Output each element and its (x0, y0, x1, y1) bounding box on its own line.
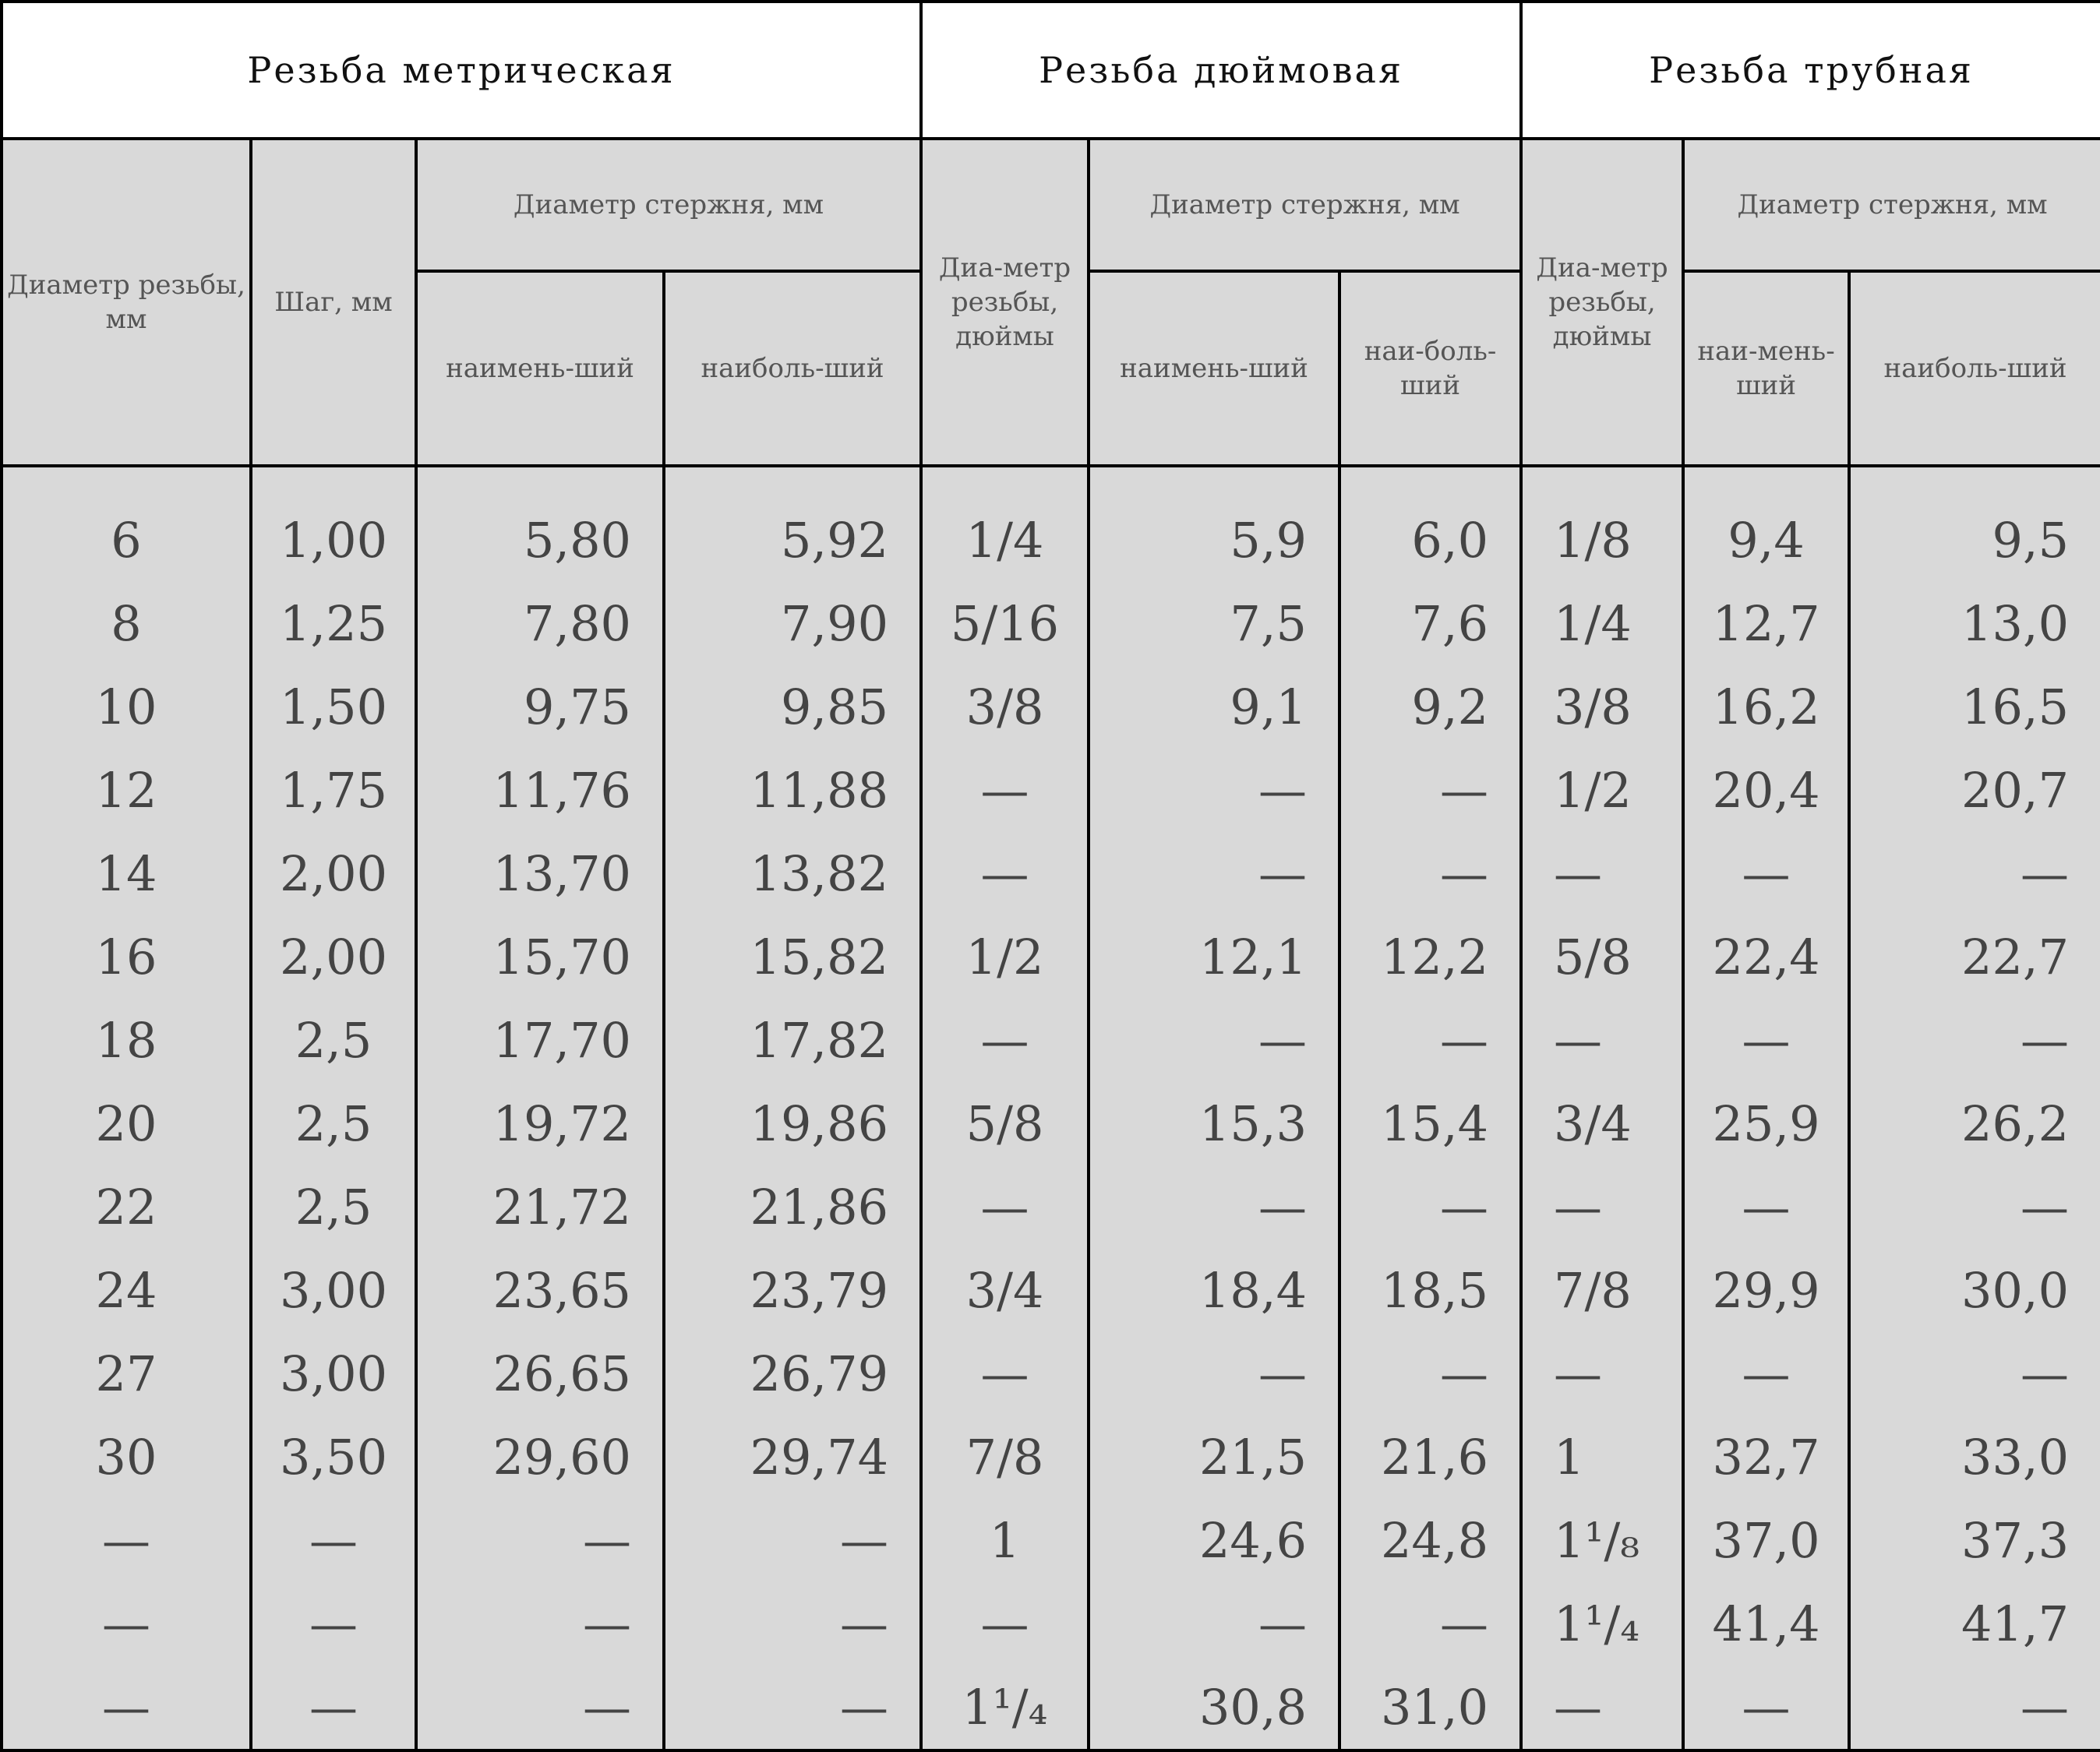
table-cell: 16,2 (1712, 679, 1820, 735)
table-cell: — (309, 1512, 358, 1569)
table-cell: 7,80 (523, 595, 631, 652)
table-cell: — (980, 1012, 1029, 1069)
table-cell: — (1440, 1012, 1489, 1069)
header-metric-min: наимень-ший (416, 271, 664, 466)
table-cell: — (309, 1595, 358, 1652)
table-cell: 9,1 (1230, 679, 1308, 735)
table-cell: 1,50 (279, 679, 388, 735)
table-cell: 15,82 (750, 929, 889, 985)
table-cell: 12,7 (1712, 595, 1820, 652)
table-cell: — (1258, 1012, 1308, 1069)
column-inch-min (1089, 466, 1339, 1750)
table-cell: — (1440, 1345, 1489, 1402)
table-cell: 9,4 (1728, 512, 1805, 569)
column-metric-max (664, 466, 921, 1750)
table-cell: 31,0 (1380, 1679, 1489, 1736)
table-cell: 9,85 (780, 679, 889, 735)
table-cell: 7,6 (1411, 595, 1489, 652)
table-cell: 1/2 (1554, 762, 1632, 819)
table-cell: — (2021, 1179, 2070, 1236)
header-metric-diameter: Диаметр резьбы, мм (2, 139, 251, 466)
table-cell: 24 (95, 1262, 157, 1319)
table-cell: — (840, 1595, 889, 1652)
table-cell: — (1258, 1345, 1308, 1402)
table-cell: — (1742, 1179, 1791, 1236)
table-cell: — (1742, 1345, 1791, 1402)
table-cell: — (1554, 1012, 1603, 1069)
table-cell: 1 (989, 1512, 1021, 1569)
table-cell: 1/4 (1554, 595, 1632, 652)
table-cell: 9,75 (523, 679, 631, 735)
header-pipe-min: наи-мень-ший (1683, 271, 1849, 466)
table-cell: — (1258, 762, 1308, 819)
group-metric: Резьба метрическая (2, 2, 921, 139)
table-cell: 29,9 (1712, 1262, 1820, 1319)
table-cell: 37,3 (1961, 1512, 2070, 1569)
table-cell: 22 (95, 1179, 157, 1236)
table-cell: 5/16 (950, 595, 1060, 652)
table-cell: 22,4 (1712, 929, 1820, 985)
table-cell: 7,90 (780, 595, 889, 652)
table-body-row (2, 466, 2100, 1750)
table-cell: 1 (1554, 1429, 1585, 1486)
table-cell: 26,65 (492, 1345, 631, 1402)
table-cell: 30,0 (1961, 1262, 2070, 1319)
table-cell: 19,72 (492, 1095, 631, 1152)
table-cell: — (1440, 1595, 1489, 1652)
table-cell: 7,5 (1230, 595, 1308, 652)
table-cell: 21,5 (1198, 1429, 1308, 1486)
table-cell: 1¹/₈ (1554, 1512, 1640, 1569)
table-cell: 1/8 (1554, 512, 1632, 569)
table-cell: — (980, 845, 1029, 902)
table-cell: 6,0 (1411, 512, 1489, 569)
table-cell: 15,3 (1198, 1095, 1308, 1152)
group-inch: Резьба дюймовая (921, 2, 1521, 139)
table-cell: 3/8 (1554, 679, 1632, 735)
table-cell: 21,6 (1380, 1429, 1489, 1486)
table-cell: 12,2 (1380, 929, 1489, 985)
table-cell: 24,8 (1380, 1512, 1489, 1569)
table-cell: 2,00 (279, 845, 388, 902)
group-pipe: Резьба трубная (1521, 2, 2100, 139)
table-cell: — (1554, 845, 1603, 902)
table-cell: 5/8 (1554, 929, 1632, 985)
table-cell: 13,82 (750, 845, 889, 902)
table-cell: 27 (95, 1345, 157, 1402)
table-cell: 15,70 (492, 929, 631, 985)
table-cell: — (2021, 845, 2070, 902)
table-cell: 5,9 (1230, 512, 1308, 569)
header-pipe-rod: Диаметр стержня, мм (1683, 139, 2100, 271)
table-cell: 5/8 (965, 1095, 1044, 1152)
group-header-row (2, 2, 2100, 139)
table-cell: 26,79 (750, 1345, 889, 1402)
table-cell: 25,9 (1712, 1095, 1820, 1152)
column-pipe-min (1683, 466, 1849, 1750)
table-cell: 30 (95, 1429, 157, 1486)
header-pipe-max: наиболь-ший (1849, 271, 2100, 466)
table-cell: 12 (95, 762, 157, 819)
table-cell: 21,86 (750, 1179, 889, 1236)
table-cell: 1/4 (965, 512, 1044, 569)
column-pipe-diameter (1521, 466, 1683, 1750)
column-header-row-top (2, 139, 2100, 271)
header-metric-rod: Диаметр стержня, мм (416, 139, 921, 271)
table-cell: — (583, 1679, 631, 1736)
table-cell: — (1742, 1012, 1791, 1069)
header-pipe-diameter: Диа-метр резьбы, дюймы (1521, 139, 1683, 466)
table-cell: 29,74 (750, 1429, 889, 1486)
table-cell: — (1258, 845, 1308, 902)
table-cell: 29,60 (492, 1429, 631, 1486)
table-cell: 14 (95, 845, 157, 902)
table-cell: 5,80 (523, 512, 631, 569)
table-cell: 1¹/₄ (962, 1679, 1048, 1736)
table-cell: 23,65 (492, 1262, 631, 1319)
table-cell: 20,7 (1961, 762, 2070, 819)
table-cell: 41,7 (1961, 1595, 2070, 1652)
table-cell: 1¹/₄ (1554, 1595, 1640, 1652)
table-cell: — (583, 1595, 631, 1652)
table-cell: 2,5 (295, 1179, 372, 1236)
table-cell: 2,00 (279, 929, 388, 985)
table-cell: — (1440, 762, 1489, 819)
table-cell: — (102, 1512, 150, 1569)
table-cell: 1,75 (279, 762, 388, 819)
table-cell: 11,76 (492, 762, 631, 819)
table-cell: 5,92 (780, 512, 889, 569)
table-cell: — (1742, 845, 1791, 902)
table-cell: 8 (111, 595, 142, 652)
table-cell: — (980, 762, 1029, 819)
table-cell: 3/4 (965, 1262, 1044, 1319)
table-cell: 6 (111, 512, 142, 569)
table-cell: 2,5 (295, 1095, 372, 1152)
header-inch-min: наимень-ший (1089, 271, 1339, 466)
table-cell: — (840, 1512, 889, 1569)
column-metric-diameter (2, 466, 251, 1750)
header-inch-rod: Диаметр стержня, мм (1089, 139, 1521, 271)
table-cell: 23,79 (750, 1262, 889, 1319)
column-inch-diameter (921, 466, 1089, 1750)
table-cell: 26,2 (1961, 1095, 2070, 1152)
table-cell: 11,88 (750, 762, 889, 819)
table-cell: 13,70 (492, 845, 631, 902)
table-cell: — (102, 1679, 150, 1736)
table-cell: 1,00 (279, 512, 388, 569)
column-inch-max (1339, 466, 1521, 1750)
table-cell: 3,00 (279, 1262, 388, 1319)
table-cell: 21,72 (492, 1179, 631, 1236)
table-cell: 10 (95, 679, 157, 735)
table-cell: 12,1 (1198, 929, 1308, 985)
table-cell: 1/2 (965, 929, 1044, 985)
table-cell: 3,50 (279, 1429, 388, 1486)
table-cell: 32,7 (1712, 1429, 1820, 1486)
table-cell: — (1440, 845, 1489, 902)
table-cell: 41,4 (1712, 1595, 1820, 1652)
table-cell: 1,25 (279, 595, 388, 652)
table-cell: 18,5 (1380, 1262, 1489, 1319)
table-cell: — (1258, 1595, 1308, 1652)
table-cell: 33,0 (1961, 1429, 2070, 1486)
table-cell: 30,8 (1198, 1679, 1308, 1736)
table-cell: 3/8 (965, 679, 1044, 735)
table-cell: 19,86 (750, 1095, 889, 1152)
table-cell: — (2021, 1345, 2070, 1402)
table-cell: — (1554, 1179, 1603, 1236)
table-cell: — (980, 1595, 1029, 1652)
table-cell: 24,6 (1198, 1512, 1308, 1569)
column-metric-pitch (251, 466, 416, 1750)
table-cell: — (840, 1679, 889, 1736)
table-cell: — (1440, 1179, 1489, 1236)
table-cell: — (583, 1512, 631, 1569)
table-cell: 7/8 (965, 1429, 1044, 1486)
table-cell: 20,4 (1712, 762, 1820, 819)
header-metric-pitch: Шаг, мм (251, 139, 416, 466)
table-cell: — (1742, 1679, 1791, 1736)
table-cell: — (980, 1179, 1029, 1236)
column-pipe-max (1849, 466, 2100, 1750)
table-cell: 37,0 (1712, 1512, 1820, 1569)
table-cell: 9,2 (1411, 679, 1489, 735)
table-cell: 3/4 (1554, 1095, 1632, 1152)
table-cell: 7/8 (1554, 1262, 1632, 1319)
table-cell: 2,5 (295, 1012, 372, 1069)
table-cell: — (1554, 1679, 1603, 1736)
table-cell: 15,4 (1380, 1095, 1489, 1152)
table-cell: 9,5 (1992, 512, 2070, 569)
table-cell: — (102, 1595, 150, 1652)
table-cell: — (980, 1345, 1029, 1402)
table-cell: 16,5 (1961, 679, 2070, 735)
table-cell: 17,70 (492, 1012, 631, 1069)
table-cell: 18 (95, 1012, 157, 1069)
column-metric-min (416, 466, 664, 1750)
table-cell: 3,00 (279, 1345, 388, 1402)
table-cell: 22,7 (1961, 929, 2070, 985)
table-cell: 20 (95, 1095, 157, 1152)
table-cell: 18,4 (1198, 1262, 1308, 1319)
header-inch-max: наи-боль-ший (1339, 271, 1521, 466)
table-cell: 17,82 (750, 1012, 889, 1069)
table-cell: — (309, 1679, 358, 1736)
header-inch-diameter: Диа-метр резьбы, дюймы (921, 139, 1089, 466)
table-cell: 16 (95, 929, 157, 985)
table-cell: — (2021, 1012, 2070, 1069)
table-cell: 13,0 (1961, 595, 2070, 652)
header-metric-max: наиболь-ший (664, 271, 921, 466)
table-cell: — (1554, 1345, 1603, 1402)
table-cell: — (2021, 1679, 2070, 1736)
table-cell: — (1258, 1179, 1308, 1236)
